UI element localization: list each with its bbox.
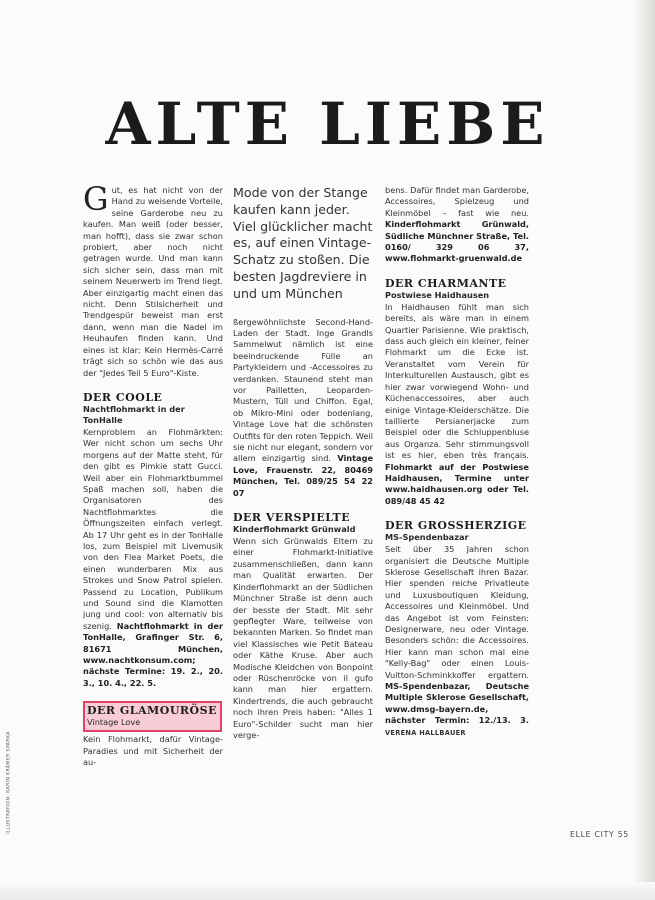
charmante-info: Flohmarkt auf der Postwiese Haidhausen, Termine unter www.haidhausen.org oder Tel. 089/48 45 42 xyxy=(385,461,529,506)
grossherzige-body: Seit über 35 Jahren schon organisiert die Deutsche Multiple Sklerose Gesellschaft ihren Bazar. Hier spenden reiche Privatleute und Luxusboutiquen Kleidung, Accessoires und Kleinmöbel. Und das Angebot ist vom Feinsten: Designerware, neu oder Vintage. Besonders schön: die Accessoires. Hier kann man schon mal eine "Kelly-Bag" oder einen Louis-Vuitton-Schminkkoffer ergattern. xyxy=(385,544,529,680)
section-subheading-charmante: Postwiese Haidhausen xyxy=(385,289,490,300)
section-heading-verspielte: DER VERSPIELTE xyxy=(233,511,351,525)
drop-cap: G xyxy=(83,180,109,218)
section-text-charmante xyxy=(385,302,529,507)
column-2 xyxy=(233,185,373,741)
section-heading-charmante: DER CHARMANTE xyxy=(385,276,507,290)
section-text-grossherzige xyxy=(385,544,529,739)
glamouroese-info: Vintage Love, Frauenstr. 22, 80469 München, Tel. 089/25 54 22 07 xyxy=(233,453,373,498)
section-heading-grossherzige: DER GROSSHERZIGE xyxy=(385,519,527,533)
glamouroese-body: ßergewöhnlichste Second-Hand-Laden der Stadt. Inge Grandls Sammelwut nämlich ist eine beeindruckende Fülle an Partykleidern und -Accessoires zu verdanken. Staunend steht man vor Pailletten, Leoparden-Mustern, Tüll und Chiffon. Egal, ob Mikro-Mini oder bodenlang, Vintage Love hat die schönsten Outfits für den roten Teppich. Weil sie nicht nur elegant, sondern vor allem einzigartig sind. xyxy=(233,316,373,464)
verspielte-info: Kinderflohmarkt Grünwald, Südliche Münchner Straße, Tel. 0160/ 329 06 37, www.flohmarkt-gruenwald.de xyxy=(385,219,529,264)
section-subheading-grossherzige: MS-Spendenbazar xyxy=(385,532,469,543)
pull-quote: Mode von der Stange kaufen kann jeder. Viel glücklicher macht es, auf einen Vintage-Schatz zu stoßen. Die besten Jagdreviere in und um München xyxy=(233,185,373,301)
section-subheading-coole: Nachtflohmarkt in der TonHalle xyxy=(83,403,185,425)
coole-info: Nachtflohmarkt in der TonHalle, Grafinger Str. 6, 81671 München, www.nachtkonsum.com; nächste Termine: 19. 2., 20. 3., 10. 4., 22. 5. xyxy=(83,620,223,688)
intro-text: ut, es hat nicht von der Hand zu weisende Vorteile, seine Garderobe neu zu kaufen. Man weiß (oder besser, man hofft), dass sie zwar schon probiert, aber noch nicht getragen wurde. Und man kann sich sicher sein, dass man mit seinem Neuerwerb im Trend liegt. Aber einzigartig macht einen das nicht. Denn Stilsicherheit und Trendgespür beweist man erst dann, wenn man die Nadel im Heuhaufen finden kann. Und eines ist klar: Kein Hermès-Carré trägt sich so schön wie das aus der "Jedes Teil 5 Euro"-Kiste. xyxy=(83,185,223,378)
section-heading-glamouroese: DER GLAMOURÖSE xyxy=(87,704,217,718)
page-bottom-shadow xyxy=(0,882,655,900)
page-folio: ELLE CITY 55 xyxy=(570,830,629,839)
illustration-credit-text: ILLUSTRATION: KARIN KRÄMER SPARKA xyxy=(6,731,12,834)
column-1 xyxy=(83,180,223,768)
author-byline: VERENA HALLBAUER xyxy=(385,728,466,737)
article-title: ALTE LIEBE xyxy=(105,90,550,158)
charmante-body: In Haidhausen fühlt man sich bereits, als wäre man in einem Quartier Parisienne. Wie praktisch, dass auch gleich ein kleiner, feiner Flohmarkt um die Ecke ist. Veranstaltet vom Verein für Interkulturellen Austausch, gibt es hier zwar vorwiegend Wohn- und Küchenaccessoires, aber auch einige Vintage-Kleiderschätze. Die taillierte Persianerjacke zum Beispiel oder die Schluppenbluse aus Organza. Sehr stimmungsvoll ist es hier, eben très français. xyxy=(385,301,529,461)
section-subheading-glamouroese: Vintage Love xyxy=(87,717,141,728)
grossherzige-info: MS-Spendenbazar, Deutsche Multiple Sklerose Gesellschaft, www.dmsg-bayern.de, nächster Termin: 12./13. 3. xyxy=(385,681,529,726)
coole-body: Kernproblem an Flohmärkten: Wer nicht schon um sechs Uhr morgens auf der Matte steht, für den gibt es Pimkie statt Gucci. Weil aber ein Flohmarktbummel Spaß machen soll, haben die Organisatoren des Nachtflohmarktes die Öffnungszeiten einfach verlegt. Ab 17 Uhr geht es in der TonHalle los, zum Beispiel mit Livemusik von den Flea Market Poets, die einen wunderbaren Mix aus Strokes und Snow Patrol spielen. Passend zu Location, Publikum und Sound sind die Klamotten jung und cool: von alternativ bis szenig. xyxy=(83,426,223,631)
section-heading-coole: DER COOLE xyxy=(83,390,163,404)
section-text-coole xyxy=(83,427,223,689)
intro-paragraph xyxy=(83,180,223,379)
highlighted-heading-box xyxy=(83,701,222,732)
section-text-glamouroese-cont xyxy=(233,317,373,500)
section-text-verspielte-cont xyxy=(385,185,529,265)
section-subheading-verspielte: Kinderflohmarkt Grünwald xyxy=(233,524,356,535)
illustration-credit xyxy=(3,705,13,865)
verspielte-body: bens. Dafür findet man Garderobe, Accessoires, Spielzeug und Kleinmöbel – fast wie neu. xyxy=(385,185,529,218)
section-text-glamouroese: Kein Flohmarkt, dafür Vintage-Paradies und mit Sicherheit der au- xyxy=(83,734,223,768)
section-text-verspielte: Wenn sich Grünwalds Eltern zu einer Flohmarkt-Initiative zusammenschließen, dann kann man Qualität erwarten. Der Kinderflohmarkt an der Südlichen Münchner Straße ist denn auch der besste der Stadt. Mit sehr gepflegter Ware, teilweise von bekannten Marken. So findet man viel Klassisches wie Petit Bateau oder Käthe Kruse. Aber auch Modische Kleidchen von Bonpoint oder Rüschenröcke von il gufo kann man hier ergattern. Kindertrends, die auch gebraucht noch ihren Preis haben: "Alles 1 Euro"-Schilder sucht man hier verge- xyxy=(233,536,373,740)
column-3 xyxy=(385,185,529,739)
